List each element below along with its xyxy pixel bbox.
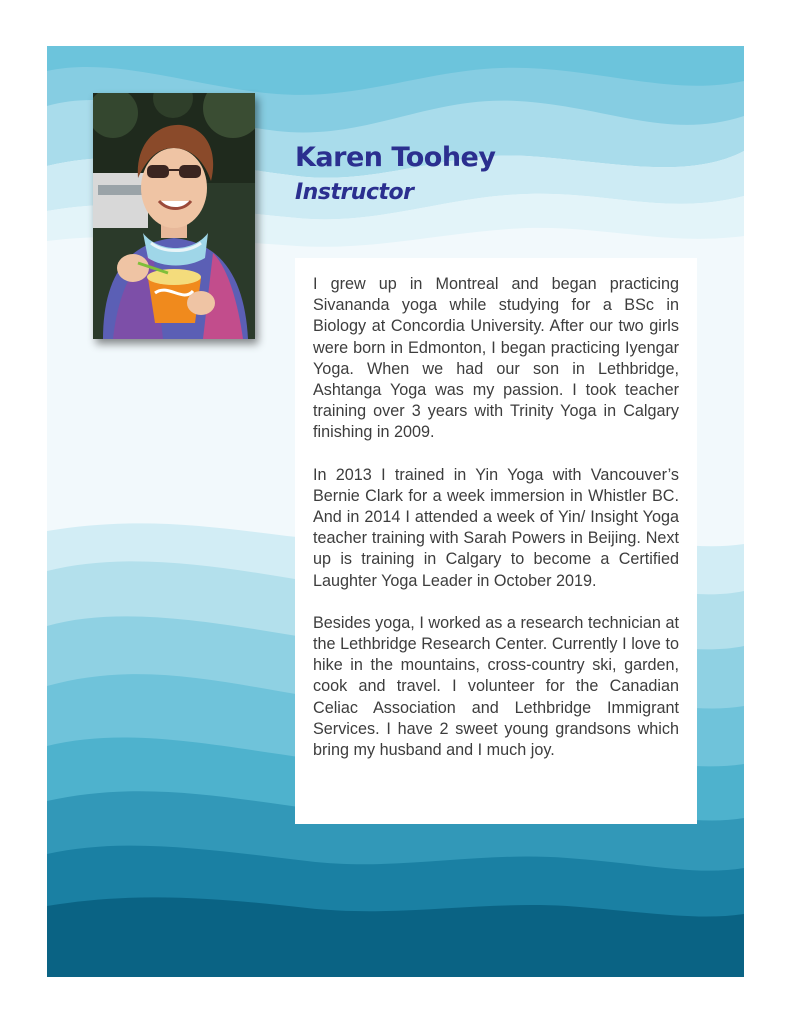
portrait-image [93, 93, 255, 339]
bio-paragraph-2: In 2013 I trained in Yin Yoga with Vancouver’s Bernie Clark for a week immersion in Whistler BC. And in 2014 I attended a week of Yin/ Insight Yoga teacher training with Sarah Powers in Beijing. Next up is training in Calgary to become a Certified Laughter Yoga Leader in October 2019. [313, 465, 679, 590]
instructor-profile-poster [47, 46, 744, 977]
bio-paragraph-3: Besides yoga, I worked as a research technician at the Lethbridge Research Center. Currently I love to hike in the mountains, cross-country ski, garden, cook and travel. I volunteer for the Canadian Celiac Association and Lethbridge Immigrant Services. I have 2 sweet young grandsons which bring my husband and I much joy. [313, 613, 679, 760]
instructor-name: Karen Toohey [295, 142, 496, 173]
bio-text-box [295, 258, 697, 824]
instructor-photo [93, 93, 255, 339]
instructor-role: Instructor [295, 180, 414, 205]
bio-paragraph-1: I grew up in Montreal and began practicing Sivananda yoga while studying for a BSc in Biology at Concordia University. After our two girls were born in Edmonton, I began practicing Iyengar Yoga. When we had our son in Lethbridge, Ashtanga Yoga was my passion. I took teacher training over 3 years with Trinity Yoga in Calgary finishing in 2009. [313, 275, 679, 442]
